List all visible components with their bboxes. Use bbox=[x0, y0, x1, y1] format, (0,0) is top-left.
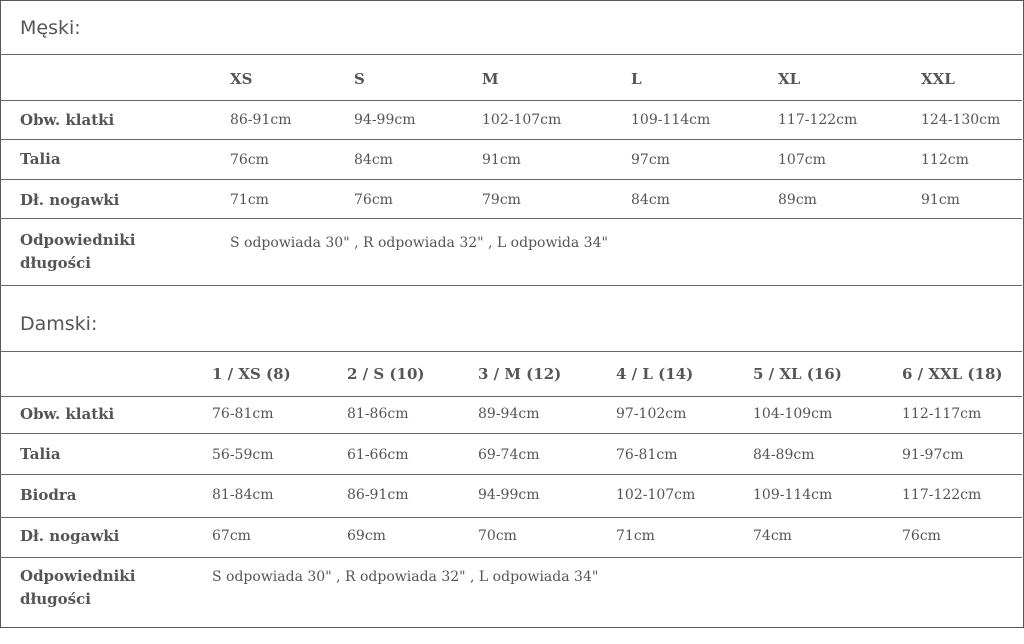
table-cell: 84cm bbox=[354, 152, 393, 168]
table-cell: 69cm bbox=[347, 528, 386, 544]
table-cell: 76cm bbox=[230, 152, 269, 168]
divider bbox=[0, 351, 1022, 352]
row-label: Talia bbox=[20, 150, 61, 168]
table-cell: 117-122cm bbox=[778, 112, 858, 128]
men-size-header: L bbox=[631, 70, 642, 88]
table-cell: 76-81cm bbox=[212, 406, 274, 422]
row-label: Obw. klatki bbox=[20, 405, 115, 423]
length-equivalents-text: S odpowiada 30" , R odpowiada 32" , L odpowida 34" bbox=[230, 235, 608, 251]
divider bbox=[0, 433, 1022, 434]
women-size-header: 5 / XL (16) bbox=[753, 365, 842, 383]
women-size-header: 6 / XXL (18) bbox=[902, 365, 1003, 383]
table-cell: 91-97cm bbox=[902, 447, 964, 463]
table-cell: 61-66cm bbox=[347, 447, 409, 463]
table-cell: 81-84cm bbox=[212, 487, 274, 503]
divider bbox=[0, 285, 1022, 286]
table-cell: 76cm bbox=[354, 192, 393, 208]
divider bbox=[0, 179, 1022, 180]
men-size-header: XL bbox=[778, 70, 801, 88]
row-label: długości bbox=[20, 590, 91, 608]
row-label: Dł. nogawki bbox=[20, 527, 120, 545]
table-cell: 124-130cm bbox=[921, 112, 1001, 128]
divider bbox=[0, 517, 1022, 518]
divider bbox=[0, 218, 1022, 219]
table-cell: 84-89cm bbox=[753, 447, 815, 463]
table-cell: 76cm bbox=[902, 528, 941, 544]
table-cell: 89cm bbox=[778, 192, 817, 208]
row-label: Odpowiedniki bbox=[20, 567, 136, 585]
divider bbox=[0, 54, 1022, 55]
women-size-header: 3 / M (12) bbox=[478, 365, 562, 383]
table-cell: 97-102cm bbox=[616, 406, 687, 422]
table-cell: 79cm bbox=[482, 192, 521, 208]
table-cell: 102-107cm bbox=[616, 487, 696, 503]
women-size-header: 2 / S (10) bbox=[347, 365, 425, 383]
men-size-header: S bbox=[354, 70, 365, 88]
table-cell: 74cm bbox=[753, 528, 792, 544]
row-label: Dł. nogawki bbox=[20, 191, 120, 209]
table-cell: 97cm bbox=[631, 152, 670, 168]
women-size-header: 1 / XS (8) bbox=[212, 365, 291, 383]
table-cell: 81-86cm bbox=[347, 406, 409, 422]
table-cell: 67cm bbox=[212, 528, 251, 544]
table-cell: 56-59cm bbox=[212, 447, 274, 463]
row-label: Odpowiedniki bbox=[20, 231, 136, 249]
women-size-header: 4 / L (14) bbox=[616, 365, 694, 383]
table-cell: 76-81cm bbox=[616, 447, 678, 463]
table-cell: 89-94cm bbox=[478, 406, 540, 422]
divider bbox=[0, 139, 1022, 140]
table-cell: 91cm bbox=[482, 152, 521, 168]
table-cell: 71cm bbox=[230, 192, 269, 208]
table-cell: 112cm bbox=[921, 152, 969, 168]
table-cell: 94-99cm bbox=[478, 487, 540, 503]
divider bbox=[0, 100, 1022, 101]
divider bbox=[0, 557, 1022, 558]
table-cell: 117-122cm bbox=[902, 487, 982, 503]
men-size-header: XXL bbox=[921, 70, 955, 88]
table-cell: 102-107cm bbox=[482, 112, 562, 128]
table-cell: 86-91cm bbox=[230, 112, 292, 128]
length-equivalents-text: S odpowiada 30" , R odpowiada 32" , L odpowiada 34" bbox=[212, 569, 599, 585]
table-cell: 70cm bbox=[478, 528, 517, 544]
table-cell: 109-114cm bbox=[631, 112, 711, 128]
table-cell: 107cm bbox=[778, 152, 826, 168]
women-section-title: Damski: bbox=[20, 313, 98, 335]
men-size-header: XS bbox=[230, 70, 253, 88]
table-cell: 84cm bbox=[631, 192, 670, 208]
row-label: Talia bbox=[20, 445, 61, 463]
table-cell: 94-99cm bbox=[354, 112, 416, 128]
divider bbox=[0, 396, 1022, 397]
table-cell: 109-114cm bbox=[753, 487, 833, 503]
table-cell: 112-117cm bbox=[902, 406, 982, 422]
divider bbox=[0, 474, 1022, 475]
men-size-header: M bbox=[482, 70, 499, 88]
row-label: długości bbox=[20, 254, 91, 272]
table-cell: 104-109cm bbox=[753, 406, 833, 422]
row-label: Obw. klatki bbox=[20, 111, 115, 129]
table-cell: 91cm bbox=[921, 192, 960, 208]
table-cell: 69-74cm bbox=[478, 447, 540, 463]
row-label: Biodra bbox=[20, 486, 77, 504]
table-cell: 86-91cm bbox=[347, 487, 409, 503]
table-cell: 71cm bbox=[616, 528, 655, 544]
men-section-title: Męski: bbox=[20, 17, 81, 39]
